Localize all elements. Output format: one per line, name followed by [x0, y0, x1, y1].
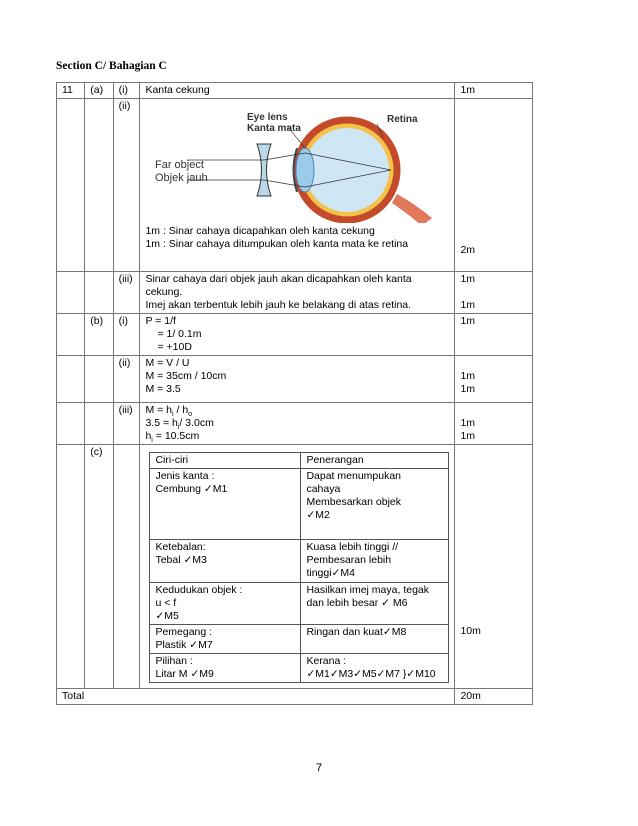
- r1-r1: Dapat menumpukan: [306, 470, 402, 482]
- r1-r2: cahaya: [306, 483, 341, 495]
- kanta-mata-label: Kanta mata: [247, 123, 302, 134]
- r1-r4: ✓M2: [306, 509, 330, 521]
- table-row: [57, 356, 533, 403]
- r5-l1: Pilihan :: [155, 655, 193, 667]
- r3-r2: dan lebih besar ✓ M6: [306, 597, 408, 609]
- table-row: [57, 83, 533, 99]
- b-iii-line1: $M = h_i / h_o$: [145, 404, 193, 419]
- b-i-line3: = +10D: [157, 341, 192, 353]
- a-iii-mark1: 1m: [460, 273, 476, 285]
- b-ii-line2: M = 35cm / 10cm: [145, 370, 227, 382]
- r5-l2: Litar M ✓M9: [155, 668, 214, 680]
- far-object-label: Far object: [155, 159, 205, 171]
- b-iii-mark2: 1m: [460, 430, 476, 442]
- b-i-line1: P = 1/f: [145, 315, 176, 327]
- r4-r1: Ringan dan kuat✓M8: [301, 625, 449, 654]
- part-b-label: (b): [85, 314, 113, 356]
- inner-row: [150, 469, 449, 540]
- r2-l2: Tebal ✓M3: [155, 554, 207, 566]
- header-penerangan: Penerangan: [301, 453, 449, 469]
- a-i-mark: 1m: [455, 83, 533, 99]
- sub-iii-label: (iii): [113, 272, 140, 314]
- a-ii-mark: 2m: [460, 244, 476, 256]
- objek-jauh-label: Objek jauh: [155, 172, 209, 184]
- r3-r1: Hasilkan imej maya, tegak: [306, 584, 430, 596]
- table-row: [57, 99, 533, 272]
- b-i-label: (i): [113, 314, 140, 356]
- inner-row: [150, 583, 449, 625]
- a-i-answer: Kanta cekung: [140, 83, 455, 99]
- question-number: 11: [57, 83, 85, 99]
- a-ii-answer: [140, 99, 455, 272]
- r1-r3: Membesarkan objek: [306, 496, 401, 508]
- b-ii-line3: M = 3.5: [145, 383, 181, 395]
- a-iii-line2: cekung.: [145, 286, 183, 298]
- r5-r2: ✓M1✓M3✓M5✓M7 }✓M10: [306, 668, 436, 680]
- table-row: [57, 272, 533, 314]
- eye-interior: [305, 128, 389, 212]
- r3-l1: Kedudukan objek :: [155, 584, 243, 596]
- c-mark: 10m: [460, 625, 481, 637]
- b-iii-label: (iii): [113, 403, 140, 445]
- table-row: [57, 445, 533, 689]
- sub-ii-label: (ii): [113, 99, 140, 272]
- inner-row: [150, 654, 449, 683]
- retina-label: Retina: [387, 114, 419, 125]
- r2-r1: Kuasa lebih tinggi //: [306, 541, 399, 553]
- b-i-mark: 1m: [455, 314, 533, 356]
- a-iii-line3: Imej akan terbentuk lebih jauh ke belakang di atas retina.: [145, 299, 412, 311]
- section-title: Section C/ Bahagian C: [56, 60, 167, 72]
- table-row: [57, 689, 533, 705]
- page-number: 7: [315, 762, 323, 774]
- inner-row: [150, 625, 449, 654]
- table-row: [57, 314, 533, 356]
- b-iii-mark1: 1m: [460, 417, 476, 429]
- r4-l2: Plastik ✓M7: [155, 639, 213, 651]
- b-iii-line2: $3.5 = h_i/$ 3.0cm: [145, 417, 214, 432]
- concave-lens-shape: [257, 144, 271, 196]
- b-ii-mark2: 1m: [460, 383, 476, 395]
- inner-row: [150, 453, 449, 469]
- r1-l2: Cembung ✓M1: [155, 483, 228, 495]
- answer-table: [56, 82, 533, 705]
- part-c-label: (c): [85, 445, 113, 689]
- eye-lens-label: Eye lens: [247, 112, 289, 123]
- b-iii-line3: $h_i = 10.5cm$: [145, 430, 200, 445]
- a-iii-line1: Sinar cahaya dari objek jauh akan dicapahkan oleh kanta: [145, 273, 412, 285]
- b-ii-mark1: 1m: [460, 370, 476, 382]
- r3-l2: u < f: [155, 597, 177, 609]
- b-i-line2: = 1/ 0.1m: [157, 328, 202, 340]
- table-row: [57, 403, 533, 445]
- b-ii-label: (ii): [113, 356, 140, 403]
- sub-i-label: (i): [113, 83, 140, 99]
- header-ciri: Ciri-ciri: [150, 453, 301, 469]
- r3-l3: ✓M5: [155, 610, 179, 622]
- b-ii-line1: M = V / U: [145, 357, 190, 369]
- r5-r1: Kerana :: [306, 655, 347, 667]
- r1-l1: Jenis kanta :: [155, 470, 215, 482]
- r2-l1: Ketebalan:: [155, 541, 206, 553]
- inner-row: [150, 540, 449, 583]
- total-label: Total: [57, 689, 455, 705]
- eye-diagram: [147, 108, 447, 223]
- a-ii-line1: 1m : Sinar cahaya dicapahkan oleh kanta cekung: [145, 225, 375, 237]
- r4-l1: Pemegang :: [155, 626, 213, 638]
- total-mark: 20m: [455, 689, 533, 705]
- a-ii-line2: 1m : Sinar cahaya ditumpukan oleh kanta mata ke retina: [145, 238, 409, 250]
- optic-nerve: [392, 194, 432, 223]
- a-iii-mark2: 1m: [460, 299, 476, 311]
- r2-r2: Pembesaran lebih: [306, 554, 392, 566]
- r2-r3: tinggi✓M4: [306, 567, 355, 579]
- features-table: [149, 452, 449, 683]
- part-a-label: (a): [85, 83, 113, 99]
